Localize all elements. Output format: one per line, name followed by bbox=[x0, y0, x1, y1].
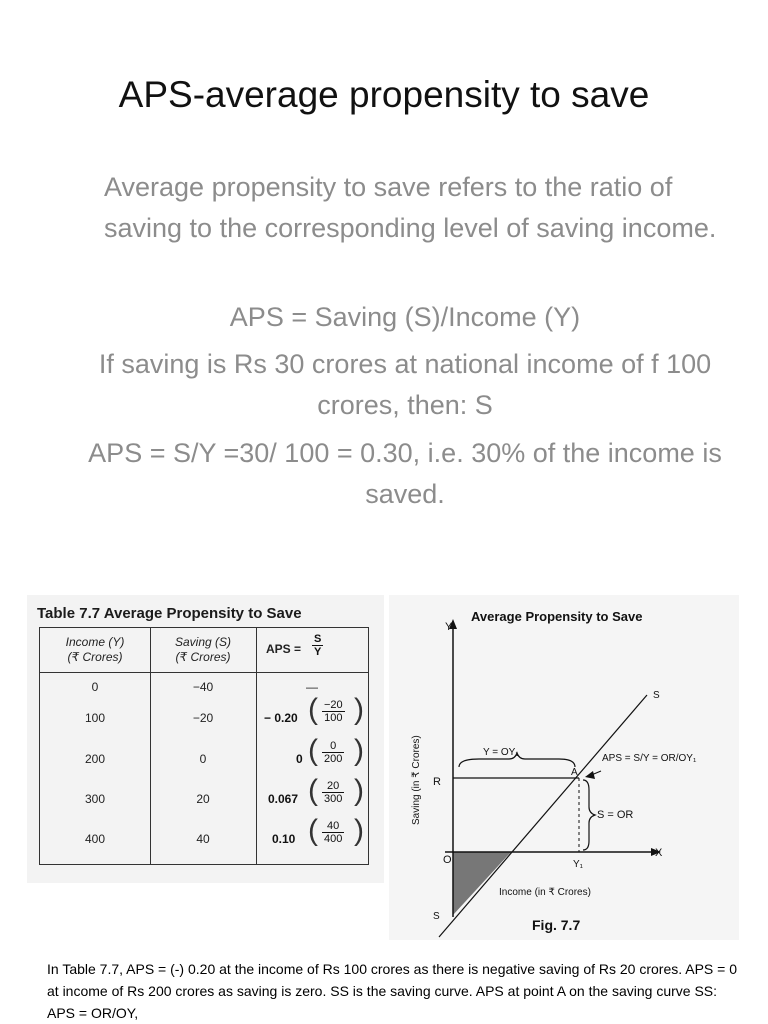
table-row-3-income: 300 bbox=[84, 792, 106, 806]
label-origin: O bbox=[443, 854, 452, 866]
definition-text: Average propensity to save refers to the ratio of saving to the corresponding level of saving income. bbox=[104, 172, 717, 243]
table-row-1-fraction: $\frac{-20}{100}$ bbox=[324, 699, 343, 724]
table-row-4-income: 400 bbox=[84, 832, 106, 846]
footnote-text: In Table 7.7, APS = (-) 0.20 at the income of Rs 100 crores as there is negative saving of Rs 20 crores. APS = 0 at income of Rs 200 crores as saving is zero. SS is the saving curve. APS at point A on the saving curve SS: APS = OR/OY, bbox=[47, 961, 737, 1021]
y-axis-label: Y bbox=[445, 621, 453, 633]
x-axis-label: X bbox=[655, 847, 663, 859]
table-row-4-aps: 0.10 bbox=[272, 832, 296, 846]
table-row-3-fraction: $\frac{20}{300}$ bbox=[324, 780, 343, 805]
label-r: R bbox=[433, 776, 441, 788]
table-row-0-saving: −40 bbox=[192, 680, 214, 694]
label-s-bottom: S bbox=[433, 911, 440, 922]
y-axis-title: Saving (in ₹ Crores) bbox=[411, 735, 422, 825]
table-row-0-aps: — bbox=[306, 680, 318, 694]
calculation-text: APS = S/Y =30/ 100 = 0.30, i.e. 30% of the income is saved. bbox=[88, 438, 722, 509]
header-aps: APS = bbox=[266, 642, 302, 656]
table-row-2-aps: 0 bbox=[296, 752, 303, 766]
table-row-4-saving: 40 bbox=[196, 832, 210, 846]
aps-equation: APS = S/Y = OR/OY₁ bbox=[602, 753, 697, 764]
negative-saving-area bbox=[453, 852, 511, 915]
brace-label: Y = OY₁ bbox=[483, 747, 519, 758]
table-row-2-saving: 0 bbox=[199, 752, 207, 766]
aps-formula: APS = Saving (S)/Income (Y) bbox=[229, 302, 581, 332]
label-point-a: A bbox=[571, 767, 578, 778]
table-row-3-aps: 0.067 bbox=[268, 792, 299, 806]
aps-table: Income (Y) (₹ Crores) Saving (S) (₹ Crores) APS = $\frac{S}{Y}$ 0 −40 — 100 −20 − 0.20 ( $\frac{-20}{100}$ ) 200 0 0 ( $\frac{0}{200}$ ) 300 20 0.067 ( $\frac{20}{300}$ ) 400 40 0.10 ( $\frac{40}{400}$ ) bbox=[39, 627, 369, 865]
header-aps-fraction: $\frac{S}{Y}$ bbox=[314, 633, 322, 658]
example-text: If saving is Rs 30 crores at national income of f 100 crores, then: S bbox=[98, 349, 712, 420]
table-row-4-fraction: $\frac{40}{400}$ bbox=[324, 820, 343, 845]
table-row-1-saving: −20 bbox=[192, 711, 214, 725]
header-income: Income (Y) (₹ Crores) bbox=[65, 635, 125, 664]
table-row-3-saving: 20 bbox=[196, 792, 210, 806]
label-s-top: S bbox=[653, 690, 660, 701]
aps-table-figure bbox=[27, 595, 384, 883]
table-row-0-income: 0 bbox=[91, 680, 99, 694]
figure-label: Fig. 7.7 bbox=[532, 917, 581, 933]
saving-brace bbox=[583, 780, 595, 850]
x-axis-title: Income (in ₹ Crores) bbox=[499, 887, 591, 898]
s-equals-or: S = OR bbox=[597, 809, 634, 821]
aps-graph-figure bbox=[389, 595, 739, 940]
header-saving: Saving (S) (₹ Crores) bbox=[174, 635, 232, 664]
slide-title: APS-average propensity to save bbox=[118, 74, 650, 115]
label-y1: Y₁ bbox=[573, 859, 584, 870]
table-row-1-aps: − 0.20 bbox=[264, 711, 298, 725]
table-caption: Table 7.7 Average Propensity to Save bbox=[37, 605, 302, 622]
table-row-2-fraction: $\frac{0}{200}$ bbox=[324, 740, 343, 765]
table-row-1-income: 100 bbox=[84, 711, 106, 725]
table-row-2-income: 200 bbox=[84, 752, 106, 766]
aps-graph bbox=[389, 595, 739, 940]
graph-title: Average Propensity to Save bbox=[471, 609, 643, 624]
